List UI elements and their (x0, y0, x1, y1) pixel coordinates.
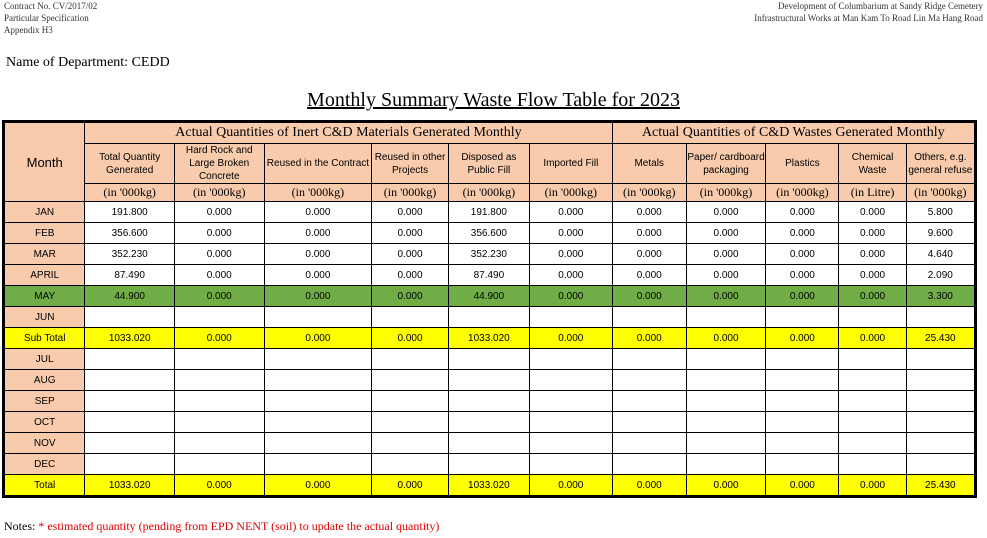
value-cell (839, 454, 906, 475)
value-cell: 0.000 (530, 286, 612, 307)
value-cell (448, 370, 529, 391)
contract-number: Contract No. CV/2017/02 (4, 1, 98, 11)
table-row (4, 433, 976, 454)
value-cell: 0.000 (174, 223, 264, 244)
value-cell: 1033.020 (448, 475, 529, 497)
value-cell (906, 412, 975, 433)
value-cell (766, 370, 839, 391)
value-cell (906, 307, 975, 328)
value-cell (264, 454, 372, 475)
month-cell: JAN (4, 202, 85, 223)
value-cell (906, 370, 975, 391)
value-cell (448, 391, 529, 412)
value-cell: 356.600 (448, 223, 529, 244)
value-cell (839, 391, 906, 412)
value-cell: 0.000 (174, 328, 264, 349)
value-cell: 0.000 (612, 202, 686, 223)
value-cell: 0.000 (766, 475, 839, 497)
value-cell: 0.000 (686, 244, 765, 265)
value-cell: 1033.020 (448, 328, 529, 349)
value-cell (448, 412, 529, 433)
value-cell: 352.230 (85, 244, 175, 265)
table-row (4, 307, 976, 328)
column-header: Imported Fill (530, 144, 612, 184)
column-header: Reused in other Projects (372, 144, 448, 184)
value-cell (612, 349, 686, 370)
value-cell: 0.000 (766, 286, 839, 307)
value-cell: 0.000 (530, 244, 612, 265)
value-cell (85, 433, 175, 454)
value-cell: 0.000 (530, 475, 612, 497)
value-cell: 0.000 (372, 475, 448, 497)
notes-text: * estimated quantity (pending from EPD NENT (soil) to update the actual quantity) (38, 519, 440, 533)
value-cell (372, 454, 448, 475)
value-cell (766, 391, 839, 412)
value-cell (530, 412, 612, 433)
table-row (4, 391, 976, 412)
column-header: Reused in the Contract (264, 144, 372, 184)
value-cell (372, 412, 448, 433)
value-cell (174, 307, 264, 328)
value-cell (85, 307, 175, 328)
value-cell: 0.000 (174, 244, 264, 265)
value-cell: 0.000 (839, 244, 906, 265)
project-title-line1: Development of Columbarium at Sandy Ridge Cemetery (778, 1, 983, 11)
month-cell: Total (4, 475, 85, 497)
value-cell (264, 307, 372, 328)
value-cell: 0.000 (686, 202, 765, 223)
value-cell (85, 391, 175, 412)
unit-header: (in Litre) (839, 184, 906, 202)
table-row (4, 370, 976, 391)
value-cell: 0.000 (372, 244, 448, 265)
table-row (4, 328, 976, 349)
value-cell: 0.000 (264, 286, 372, 307)
value-cell (264, 433, 372, 454)
unit-header: (in '000kg) (264, 184, 372, 202)
unit-header: (in '000kg) (530, 184, 612, 202)
cd-wastes-group-header: Actual Quantities of C&D Wastes Generated Monthly (612, 122, 975, 144)
value-cell: 0.000 (174, 475, 264, 497)
value-cell (448, 433, 529, 454)
column-header: Hard Rock and Large Broken Concrete (174, 144, 264, 184)
value-cell (448, 349, 529, 370)
value-cell (174, 454, 264, 475)
table-row (4, 223, 976, 244)
value-cell: 44.900 (85, 286, 175, 307)
value-cell (686, 370, 765, 391)
table-row (4, 412, 976, 433)
unit-header: (in '000kg) (686, 184, 765, 202)
value-cell: 1033.020 (85, 328, 175, 349)
value-cell: 0.000 (612, 265, 686, 286)
value-cell (839, 412, 906, 433)
project-info (754, 0, 983, 24)
value-cell (85, 454, 175, 475)
value-cell: 0.000 (686, 475, 765, 497)
value-cell: 0.000 (174, 202, 264, 223)
unit-header: (in '000kg) (372, 184, 448, 202)
value-cell (85, 412, 175, 433)
value-cell (686, 349, 765, 370)
table-row (4, 202, 976, 223)
value-cell (264, 412, 372, 433)
value-cell (264, 370, 372, 391)
value-cell (372, 391, 448, 412)
value-cell: 0.000 (686, 328, 765, 349)
notes-label: Notes: (4, 519, 36, 533)
contract-info (4, 0, 97, 36)
value-cell: 0.000 (839, 286, 906, 307)
value-cell (372, 307, 448, 328)
month-cell: APRIL (4, 265, 85, 286)
value-cell (686, 433, 765, 454)
table-row (4, 475, 976, 497)
value-cell (372, 433, 448, 454)
value-cell: 2.090 (906, 265, 975, 286)
value-cell: 191.800 (448, 202, 529, 223)
value-cell (766, 454, 839, 475)
value-cell (839, 433, 906, 454)
value-cell (839, 370, 906, 391)
value-cell: 0.000 (174, 286, 264, 307)
value-cell: 0.000 (612, 328, 686, 349)
column-header: Disposed as Public Fill (448, 144, 529, 184)
value-cell (448, 454, 529, 475)
month-cell: JUL (4, 349, 85, 370)
value-cell: 0.000 (839, 202, 906, 223)
value-cell (264, 391, 372, 412)
value-cell (530, 370, 612, 391)
value-cell (686, 307, 765, 328)
value-cell: 3.300 (906, 286, 975, 307)
value-cell: 0.000 (612, 286, 686, 307)
value-cell: 0.000 (264, 202, 372, 223)
month-cell: SEP (4, 391, 85, 412)
value-cell (612, 391, 686, 412)
value-cell: 0.000 (530, 328, 612, 349)
value-cell: 0.000 (530, 202, 612, 223)
month-cell: NOV (4, 433, 85, 454)
value-cell: 352.230 (448, 244, 529, 265)
value-cell (906, 349, 975, 370)
value-cell: 44.900 (448, 286, 529, 307)
value-cell: 0.000 (766, 202, 839, 223)
value-cell: 0.000 (612, 475, 686, 497)
value-cell: 0.000 (530, 223, 612, 244)
month-cell: MAY (4, 286, 85, 307)
value-cell (766, 307, 839, 328)
month-cell: FEB (4, 223, 85, 244)
value-cell (530, 433, 612, 454)
table-row (4, 265, 976, 286)
unit-header: (in '000kg) (85, 184, 175, 202)
value-cell (85, 370, 175, 391)
inert-materials-group-header: Actual Quantities of Inert C&D Materials Generated Monthly (85, 122, 612, 144)
column-header: Plastics (766, 144, 839, 184)
value-cell: 0.000 (612, 244, 686, 265)
unit-header: (in '000kg) (448, 184, 529, 202)
value-cell (448, 307, 529, 328)
value-cell: 0.000 (372, 265, 448, 286)
value-cell: 0.000 (839, 223, 906, 244)
table-row (4, 349, 976, 370)
value-cell: 0.000 (264, 328, 372, 349)
value-cell: 0.000 (372, 202, 448, 223)
unit-header: (in '000kg) (174, 184, 264, 202)
value-cell (530, 391, 612, 412)
month-cell: MAR (4, 244, 85, 265)
value-cell: 0.000 (264, 244, 372, 265)
value-cell (85, 349, 175, 370)
value-cell: 87.490 (85, 265, 175, 286)
value-cell: 0.000 (766, 223, 839, 244)
value-cell (612, 412, 686, 433)
value-cell (612, 433, 686, 454)
value-cell (612, 370, 686, 391)
department-name: Name of Department: CEDD (6, 55, 170, 70)
month-cell: DEC (4, 454, 85, 475)
value-cell: 0.000 (839, 328, 906, 349)
column-header: Total Quantity Generated (85, 144, 175, 184)
waste-flow-table (2, 120, 977, 498)
unit-header: (in '000kg) (766, 184, 839, 202)
value-cell: 0.000 (686, 223, 765, 244)
month-cell: Sub Total (4, 328, 85, 349)
value-cell: 0.000 (372, 328, 448, 349)
value-cell: 0.000 (530, 265, 612, 286)
value-cell: 0.000 (264, 475, 372, 497)
value-cell (906, 454, 975, 475)
value-cell (612, 454, 686, 475)
month-cell: AUG (4, 370, 85, 391)
value-cell (264, 349, 372, 370)
value-cell (839, 349, 906, 370)
value-cell (766, 349, 839, 370)
value-cell (174, 349, 264, 370)
value-cell: 0.000 (174, 265, 264, 286)
value-cell: 0.000 (839, 265, 906, 286)
month-cell: JUN (4, 307, 85, 328)
value-cell: 9.600 (906, 223, 975, 244)
value-cell (906, 433, 975, 454)
value-cell: 25.430 (906, 475, 975, 497)
value-cell (906, 391, 975, 412)
value-cell (174, 370, 264, 391)
column-header: Others, e.g. general refuse (906, 144, 975, 184)
value-cell (174, 391, 264, 412)
unit-header: (in '000kg) (906, 184, 975, 202)
value-cell: 0.000 (766, 265, 839, 286)
value-cell: 356.600 (85, 223, 175, 244)
value-cell: 0.000 (839, 475, 906, 497)
value-cell (612, 307, 686, 328)
value-cell (530, 349, 612, 370)
value-cell: 0.000 (372, 223, 448, 244)
value-cell: 87.490 (448, 265, 529, 286)
column-header: Chemical Waste (839, 144, 906, 184)
value-cell (766, 412, 839, 433)
value-cell (686, 454, 765, 475)
column-header: Paper/ cardboard packaging (686, 144, 765, 184)
unit-header: (in '000kg) (612, 184, 686, 202)
value-cell: 191.800 (85, 202, 175, 223)
month-column-header: Month (4, 122, 85, 202)
table-row (4, 286, 976, 307)
page-title: Monthly Summary Waste Flow Table for 2023 (307, 89, 680, 111)
value-cell: 0.000 (686, 265, 765, 286)
value-cell (766, 433, 839, 454)
value-cell: 0.000 (766, 244, 839, 265)
value-cell: 25.430 (906, 328, 975, 349)
value-cell (372, 370, 448, 391)
value-cell: 0.000 (264, 223, 372, 244)
value-cell (530, 454, 612, 475)
project-title-line2: Infrastructural Works at Man Kam To Road Lin Ma Hang Road (754, 13, 983, 23)
notes (4, 519, 439, 534)
value-cell: 0.000 (372, 286, 448, 307)
table-row (4, 244, 976, 265)
value-cell (372, 349, 448, 370)
value-cell (174, 433, 264, 454)
month-cell: OCT (4, 412, 85, 433)
particular-specification: Particular Specification (4, 13, 89, 23)
value-cell: 5.800 (906, 202, 975, 223)
value-cell: 0.000 (686, 286, 765, 307)
appendix-label: Appendix H3 (4, 25, 53, 35)
value-cell: 0.000 (612, 223, 686, 244)
value-cell: 4.640 (906, 244, 975, 265)
table-row (4, 454, 976, 475)
value-cell (686, 391, 765, 412)
value-cell (686, 412, 765, 433)
value-cell: 0.000 (264, 265, 372, 286)
value-cell (174, 412, 264, 433)
value-cell: 0.000 (766, 328, 839, 349)
value-cell: 1033.020 (85, 475, 175, 497)
value-cell (839, 307, 906, 328)
column-header: Metals (612, 144, 686, 184)
value-cell (530, 307, 612, 328)
